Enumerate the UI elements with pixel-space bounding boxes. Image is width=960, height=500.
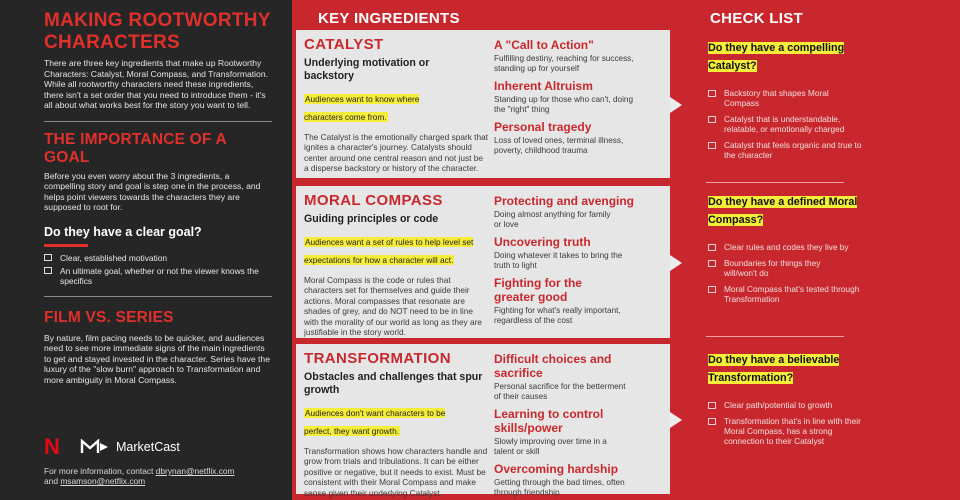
checklist-item[interactable]: Clear rules and codes they live by [708, 242, 898, 252]
side-body: Getting through the bad times, often through friendship [494, 478, 625, 497]
side-title: Uncovering truth [494, 235, 591, 249]
side-title: Difficult choices and sacrifice [494, 352, 612, 380]
checklist-item[interactable]: Clear path/potential to growth [708, 400, 898, 410]
side-title: Learning to control skills/power [494, 407, 604, 435]
panel-title: MORAL COMPASS [304, 192, 443, 209]
side-body: Loss of loved ones, terminal illness, poverty, childhood trauma [494, 136, 624, 155]
key-ingredients-heading: KEY INGREDIENTS [318, 10, 460, 27]
side-title: A "Call to Action" [494, 38, 594, 52]
film-title: FILM VS. SERIES [44, 308, 174, 326]
checklist-item[interactable]: Backstory that shapes Moral Compass [708, 88, 898, 108]
panel-moral-compass [296, 186, 670, 338]
panel-catalyst [296, 30, 670, 178]
panel-body: Moral Compass is the code or rules that characters set for themselves and guide their actions. Moral compasses that resonate are shades of grey, and do NOT need to be in line with the morality of our world as long as they are justifiable in the story world. [304, 275, 483, 338]
checklist-question: Do they have a defined Moral Compass? [708, 196, 858, 226]
side-body: Doing almost anything for family or love [494, 210, 611, 229]
panel-body: The Catalyst is the emotionally charged spark that ignites a character's journey. Catalysts should center around one central reason and not just be a disperse backstory or history of the character. [304, 132, 489, 174]
goal-question: Do they have a clear goal? [44, 224, 202, 239]
checkbox-icon[interactable] [708, 286, 716, 293]
divider [706, 182, 844, 183]
panel-subtitle: Guiding principles or code [304, 213, 439, 225]
checkbox-icon[interactable] [708, 402, 716, 409]
brand-logos [44, 434, 180, 460]
side-title: Overcoming hardship [494, 462, 619, 476]
email-link-1[interactable]: dbrynan@netflix.com [155, 466, 235, 476]
side-title: Fighting for the greater good [494, 276, 582, 304]
check-list-heading: CHECK LIST [710, 10, 803, 27]
email-link-2[interactable]: msamson@netflix.com [60, 476, 146, 486]
netflix-logo: N [44, 434, 60, 459]
checkbox-icon[interactable] [44, 254, 52, 261]
highlight-text: Audiences want a set of rules to help level set expectations for how a character will act. [304, 237, 474, 265]
checkbox-icon[interactable] [708, 260, 716, 267]
checklist-catalyst [708, 38, 898, 160]
film-text: By nature, film pacing needs to be quicker, and audiences need to see more immediate signs of the main ingredients to get and stayed invested in the character. Series have the luxury of the "slow burn" approach to Transformation and more ambiguity in Moral Compass. [44, 332, 270, 385]
checklist-question: Do they have a believable Transformation? [708, 354, 840, 384]
checklist-item[interactable]: Transformation that's in line with their Moral Compass, has a strong connection to their Catalyst [708, 416, 898, 446]
goal-check-item[interactable]: Clear, established motivation [44, 253, 272, 263]
marketcast-icon [80, 439, 110, 455]
arrow-right-icon [670, 97, 682, 113]
divider [44, 296, 272, 297]
checkbox-icon[interactable] [708, 418, 716, 425]
side-body: Doing whatever it takes to bring the truth to light [494, 251, 623, 270]
panel-body: Transformation shows how characters handle and grow from trials and tribulations. It can be either positive or negative, but it needs to exist. Must be consistent with their Moral Compass and make sense given their underlying Catalyst. [304, 446, 488, 498]
side-title: Protecting and avenging [494, 194, 635, 208]
side-body: Standing up for those who can't, doing the "right" thing [494, 95, 634, 114]
side-body: Fighting for what's really important, regardless of the cost [494, 306, 621, 325]
left-column [0, 0, 292, 500]
goal-check-item[interactable]: An ultimate goal, whether or not the viewer knows the specifics [44, 266, 272, 286]
checklist-question: Do they have a compelling Catalyst? [708, 42, 845, 72]
accent-bar [44, 244, 88, 247]
panel-transformation [296, 344, 670, 498]
main-title: MAKING ROOTWORTHY CHARACTERS [44, 10, 271, 53]
checklist-item[interactable]: Moral Compass that's tested through Transformation [708, 284, 898, 304]
arrow-right-icon [670, 255, 682, 271]
panel-subtitle: Obstacles and challenges that spur growth [304, 371, 483, 396]
checkbox-icon[interactable] [708, 116, 716, 123]
side-body: Slowly improving over time in a talent or skill [494, 437, 607, 456]
side-title: Personal tragedy [494, 120, 592, 134]
goal-title: THE IMPORTANCE OF A GOAL [44, 130, 227, 166]
divider [44, 121, 272, 122]
side-body: Fulfilling destiny, reaching for success, standing up for yourself [494, 54, 634, 73]
checklist-transformation [708, 350, 898, 446]
checklist-moral-compass [708, 192, 898, 304]
checklist-item[interactable]: Catalyst that feels organic and true to the character [708, 140, 898, 160]
arrow-right-icon [670, 412, 682, 428]
checklist-item[interactable]: Catalyst that is understandable, relatable, or emotionally charged [708, 114, 898, 134]
side-title: Inherent Altruism [494, 79, 593, 93]
side-body: Personal sacrifice for the betterment of their causes [494, 382, 626, 401]
checkbox-icon[interactable] [708, 244, 716, 251]
panel-title: CATALYST [304, 36, 384, 53]
highlight-text: Audiences don't want characters to be perfect, they want growth. [304, 408, 446, 436]
checkbox-icon[interactable] [708, 90, 716, 97]
highlight-text: Audiences want to know where characters come from. [304, 94, 420, 122]
footer-contact: For more information, contact dbrynan@netflix.com and msamson@netflix.com [44, 466, 235, 486]
goal-text: Before you even worry about the 3 ingredients, a compelling story and goal is step one in the process, and helps point viewers towards the characters they are supposed to root for. [44, 170, 261, 212]
divider [706, 336, 844, 337]
checklist-item[interactable]: Boundaries for things they will/won't do [708, 258, 898, 278]
marketcast-logo: MarketCast [80, 439, 180, 455]
checkbox-icon[interactable] [708, 142, 716, 149]
panel-subtitle: Underlying motivation or backstory [304, 57, 430, 82]
checkbox-icon[interactable] [44, 267, 52, 274]
intro-text: There are three key ingredients that make up Rootworthy Characters: Catalyst, Moral Compass, and Transformation. While all rootworthy characters need these ingredients, there isn't a set order that you need to introduce them - it's all about what works best for the story you want to tell. [44, 58, 268, 110]
panel-title: TRANSFORMATION [304, 350, 451, 367]
